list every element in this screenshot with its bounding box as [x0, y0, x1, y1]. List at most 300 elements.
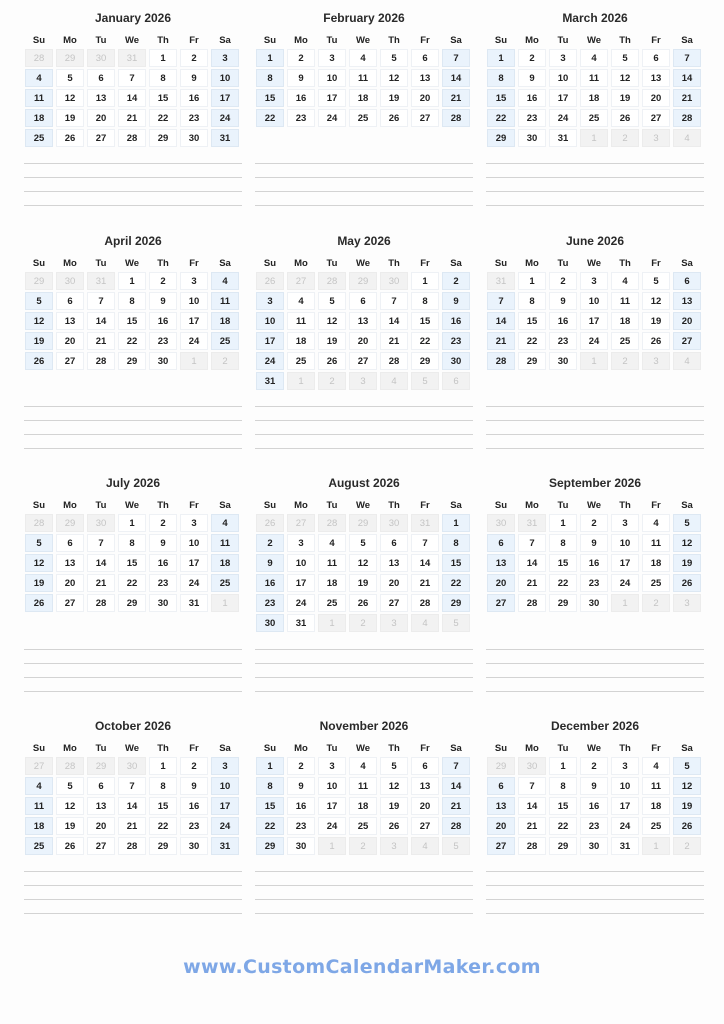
weekday-label: Fr — [420, 743, 430, 754]
weekday-label: Th — [157, 743, 169, 754]
month-title: August 2026 — [328, 476, 400, 490]
day-cell-other-month: 5 — [442, 837, 470, 855]
weekday-label: Su — [494, 258, 508, 269]
day-cell: 22 — [442, 574, 470, 592]
day-cell: 26 — [380, 109, 408, 127]
weekday-header — [486, 34, 704, 48]
day-cell: 8 — [118, 292, 146, 310]
weekday-label: Sa — [219, 258, 231, 269]
day-cell: 29 — [256, 837, 284, 855]
weekday-label: Tu — [557, 500, 569, 511]
day-cell: 1 — [118, 514, 146, 532]
month-title: March 2026 — [562, 11, 628, 25]
day-cell: 26 — [56, 129, 84, 147]
note-line — [255, 649, 473, 650]
day-cell: 15 — [411, 312, 439, 330]
day-cell: 20 — [411, 797, 439, 815]
day-cell: 4 — [211, 514, 239, 532]
note-line — [24, 434, 242, 435]
day-cell-other-month: 29 — [56, 49, 84, 67]
day-cell: 12 — [642, 292, 670, 310]
note-line — [24, 191, 242, 192]
day-cell-other-month: 2 — [211, 352, 239, 370]
day-cell: 28 — [487, 352, 515, 370]
day-cell: 1 — [411, 272, 439, 290]
day-cell: 19 — [380, 89, 408, 107]
weekday-label: Mo — [63, 743, 77, 754]
month-title: January 2026 — [94, 11, 172, 25]
day-cell-other-month: 28 — [318, 272, 346, 290]
weekday-label: Su — [32, 258, 46, 269]
day-cell: 1 — [118, 272, 146, 290]
day-cell: 23 — [580, 574, 608, 592]
day-cell: 3 — [180, 514, 208, 532]
weekday-header — [24, 34, 242, 48]
weekday-label: Th — [388, 500, 400, 511]
day-cell: 24 — [611, 574, 639, 592]
day-cell-other-month: 30 — [87, 514, 115, 532]
day-cell: 17 — [318, 89, 346, 107]
day-cell: 26 — [349, 594, 377, 612]
day-cell: 14 — [442, 69, 470, 87]
day-cell: 30 — [518, 129, 546, 147]
weekday-label: Fr — [420, 35, 430, 46]
day-cell: 6 — [87, 69, 115, 87]
day-cell: 29 — [487, 129, 515, 147]
day-cell: 10 — [211, 777, 239, 795]
day-cell: 17 — [580, 312, 608, 330]
weekday-label: Th — [157, 35, 169, 46]
weekday-label: Mo — [525, 35, 539, 46]
note-line — [255, 406, 473, 407]
day-cell: 31 — [549, 129, 577, 147]
day-cell: 20 — [56, 574, 84, 592]
weekday-label: Tu — [326, 258, 338, 269]
day-cell: 18 — [211, 554, 239, 572]
note-line — [24, 913, 242, 914]
day-cell: 11 — [642, 534, 670, 552]
weekday-label: Sa — [219, 743, 231, 754]
note-line — [255, 677, 473, 678]
day-cell: 3 — [180, 272, 208, 290]
day-cell-other-month: 2 — [349, 837, 377, 855]
weekday-label: Sa — [681, 258, 693, 269]
day-cell: 11 — [349, 69, 377, 87]
weekday-label: Tu — [95, 500, 107, 511]
day-cell: 3 — [318, 757, 346, 775]
day-cell: 8 — [149, 777, 177, 795]
day-cell: 21 — [442, 797, 470, 815]
day-cell: 21 — [518, 817, 546, 835]
day-cell: 1 — [442, 514, 470, 532]
day-cell: 12 — [56, 89, 84, 107]
note-line — [486, 205, 704, 206]
day-cell: 13 — [56, 554, 84, 572]
day-cell: 31 — [180, 594, 208, 612]
day-cell-other-month: 27 — [287, 272, 315, 290]
day-cell: 15 — [256, 797, 284, 815]
day-cell: 30 — [149, 352, 177, 370]
day-cell-other-month: 26 — [256, 514, 284, 532]
day-cell: 15 — [149, 89, 177, 107]
note-line — [24, 885, 242, 886]
day-cell: 5 — [25, 292, 53, 310]
day-cell: 2 — [149, 514, 177, 532]
day-cell: 28 — [518, 837, 546, 855]
day-cell-other-month: 31 — [487, 272, 515, 290]
day-cell: 24 — [287, 594, 315, 612]
day-cell: 25 — [642, 574, 670, 592]
weekday-label: Sa — [219, 500, 231, 511]
day-cell: 16 — [287, 797, 315, 815]
day-cell: 18 — [318, 574, 346, 592]
day-cell: 8 — [549, 534, 577, 552]
day-cell: 5 — [25, 534, 53, 552]
day-cell: 17 — [256, 332, 284, 350]
weekday-label: Fr — [189, 258, 199, 269]
day-cell-other-month: 29 — [87, 757, 115, 775]
day-cell-other-month: 28 — [25, 514, 53, 532]
day-cell: 30 — [442, 352, 470, 370]
day-cell-other-month: 3 — [380, 614, 408, 632]
day-cell: 2 — [287, 757, 315, 775]
weekday-label: Su — [32, 743, 46, 754]
day-cell-other-month: 29 — [487, 757, 515, 775]
day-cell: 19 — [380, 797, 408, 815]
footer-website-link[interactable]: www.CustomCalendarMaker.com — [183, 956, 541, 978]
day-cell: 20 — [487, 817, 515, 835]
day-cell: 15 — [549, 797, 577, 815]
day-cell: 26 — [318, 352, 346, 370]
day-cell-other-month: 30 — [87, 49, 115, 67]
day-cell: 16 — [549, 312, 577, 330]
day-cell: 31 — [211, 129, 239, 147]
day-cell: 17 — [611, 554, 639, 572]
day-cell-other-month: 2 — [642, 594, 670, 612]
day-cell: 24 — [211, 817, 239, 835]
day-cell: 6 — [380, 534, 408, 552]
day-cell: 6 — [642, 49, 670, 67]
day-cell: 9 — [180, 777, 208, 795]
note-line — [24, 663, 242, 664]
weekday-label: Sa — [450, 258, 462, 269]
day-cell: 15 — [487, 89, 515, 107]
day-cell: 29 — [442, 594, 470, 612]
weekday-label: Tu — [557, 258, 569, 269]
day-cell: 25 — [287, 352, 315, 370]
day-cell-other-month: 29 — [349, 272, 377, 290]
day-cell: 6 — [56, 292, 84, 310]
day-cell: 13 — [487, 797, 515, 815]
day-cell: 28 — [518, 594, 546, 612]
day-cell: 31 — [611, 837, 639, 855]
day-cell: 5 — [380, 757, 408, 775]
day-cell-other-month: 4 — [411, 614, 439, 632]
note-line — [486, 649, 704, 650]
note-line — [255, 691, 473, 692]
weekday-label: Su — [494, 35, 508, 46]
note-line — [24, 677, 242, 678]
weekday-label: Fr — [651, 35, 661, 46]
day-cell: 19 — [642, 312, 670, 330]
day-cell: 9 — [442, 292, 470, 310]
day-cell: 8 — [487, 69, 515, 87]
weekday-label: Tu — [557, 743, 569, 754]
weekday-label: Su — [263, 258, 277, 269]
day-cell: 8 — [442, 534, 470, 552]
day-cell: 14 — [118, 89, 146, 107]
day-cell: 31 — [211, 837, 239, 855]
day-cell: 21 — [673, 89, 701, 107]
day-cell: 14 — [442, 777, 470, 795]
day-cell: 15 — [149, 797, 177, 815]
day-cell: 16 — [149, 554, 177, 572]
day-cell: 26 — [25, 352, 53, 370]
day-cell: 27 — [87, 837, 115, 855]
weekday-label: Fr — [189, 500, 199, 511]
day-cell: 16 — [149, 312, 177, 330]
day-cell: 10 — [580, 292, 608, 310]
weekday-label: Th — [388, 35, 400, 46]
note-line — [24, 163, 242, 164]
day-cell: 8 — [256, 777, 284, 795]
day-cell: 22 — [149, 109, 177, 127]
day-cell: 11 — [287, 312, 315, 330]
day-cell-other-month: 28 — [318, 514, 346, 532]
day-cell: 29 — [518, 352, 546, 370]
day-cell: 13 — [411, 777, 439, 795]
day-cell: 18 — [611, 312, 639, 330]
month-title: October 2026 — [94, 719, 172, 733]
day-cell: 11 — [318, 554, 346, 572]
day-cell: 27 — [56, 352, 84, 370]
day-cell: 23 — [549, 332, 577, 350]
day-cell: 11 — [642, 777, 670, 795]
weekday-label: Tu — [557, 35, 569, 46]
weekday-label: Tu — [95, 258, 107, 269]
day-cell-other-month: 4 — [673, 129, 701, 147]
day-cell: 7 — [411, 534, 439, 552]
day-cell-other-month: 1 — [318, 837, 346, 855]
day-cell: 23 — [149, 574, 177, 592]
day-cell: 10 — [549, 69, 577, 87]
day-cell: 19 — [318, 332, 346, 350]
day-cell: 7 — [87, 534, 115, 552]
weekday-label: Mo — [294, 35, 308, 46]
month-title: July 2026 — [105, 476, 161, 490]
day-cell: 19 — [56, 817, 84, 835]
weekday-label: Su — [32, 500, 46, 511]
day-cell: 20 — [411, 89, 439, 107]
day-cell: 29 — [549, 837, 577, 855]
day-cell: 8 — [149, 69, 177, 87]
day-cell: 6 — [56, 534, 84, 552]
weekday-header — [24, 499, 242, 513]
day-cell: 14 — [411, 554, 439, 572]
day-cell: 20 — [487, 574, 515, 592]
weekday-label: Su — [263, 743, 277, 754]
day-cell: 18 — [211, 312, 239, 330]
note-line — [255, 163, 473, 164]
day-cell: 29 — [411, 352, 439, 370]
day-cell: 25 — [211, 574, 239, 592]
day-cell: 10 — [611, 777, 639, 795]
note-line — [255, 871, 473, 872]
day-cell: 30 — [180, 837, 208, 855]
weekday-label: Tu — [95, 743, 107, 754]
day-cell: 1 — [487, 49, 515, 67]
day-cell: 4 — [211, 272, 239, 290]
day-cell: 5 — [318, 292, 346, 310]
day-cell: 5 — [56, 69, 84, 87]
day-cell: 10 — [287, 554, 315, 572]
weekday-label: Fr — [420, 500, 430, 511]
day-cell: 1 — [549, 757, 577, 775]
day-cell: 5 — [673, 514, 701, 532]
day-cell: 1 — [518, 272, 546, 290]
day-cell: 22 — [518, 332, 546, 350]
day-cell: 17 — [287, 574, 315, 592]
day-cell: 22 — [411, 332, 439, 350]
day-cell: 3 — [611, 514, 639, 532]
day-cell: 7 — [442, 757, 470, 775]
day-cell: 9 — [149, 292, 177, 310]
note-line — [255, 663, 473, 664]
day-cell: 9 — [287, 777, 315, 795]
day-cell-other-month: 1 — [180, 352, 208, 370]
note-line — [255, 885, 473, 886]
month-title: September 2026 — [548, 476, 642, 490]
day-cell: 17 — [549, 89, 577, 107]
day-cell: 2 — [580, 514, 608, 532]
day-cell: 2 — [518, 49, 546, 67]
day-cell: 13 — [87, 797, 115, 815]
day-cell: 1 — [149, 49, 177, 67]
weekday-label: Sa — [681, 500, 693, 511]
day-cell: 4 — [349, 757, 377, 775]
day-cell: 15 — [118, 554, 146, 572]
day-cell: 22 — [487, 109, 515, 127]
day-cell: 17 — [211, 89, 239, 107]
note-line — [24, 871, 242, 872]
day-cell: 15 — [442, 554, 470, 572]
day-cell: 30 — [256, 614, 284, 632]
day-cell: 7 — [118, 69, 146, 87]
day-cell: 2 — [256, 534, 284, 552]
day-cell: 2 — [549, 272, 577, 290]
note-line — [24, 899, 242, 900]
day-cell-other-month: 30 — [380, 514, 408, 532]
day-cell: 12 — [380, 69, 408, 87]
day-cell: 2 — [180, 49, 208, 67]
day-cell: 16 — [256, 574, 284, 592]
day-cell: 19 — [673, 554, 701, 572]
day-cell: 23 — [287, 109, 315, 127]
month-title: April 2026 — [104, 234, 162, 248]
weekday-label: We — [355, 500, 371, 511]
weekday-label: We — [586, 500, 602, 511]
weekday-header — [255, 742, 473, 756]
day-cell-other-month: 4 — [380, 372, 408, 390]
day-cell: 26 — [642, 332, 670, 350]
day-cell-other-month: 29 — [349, 514, 377, 532]
day-cell: 4 — [642, 757, 670, 775]
day-cell: 30 — [580, 837, 608, 855]
day-cell-other-month: 2 — [611, 129, 639, 147]
day-cell: 25 — [318, 594, 346, 612]
day-cell: 9 — [180, 69, 208, 87]
day-cell: 11 — [611, 292, 639, 310]
day-cell-other-month: 1 — [318, 614, 346, 632]
day-cell: 30 — [149, 594, 177, 612]
day-cell: 2 — [180, 757, 208, 775]
day-cell: 17 — [180, 554, 208, 572]
weekday-header — [24, 742, 242, 756]
day-cell-other-month: 31 — [118, 49, 146, 67]
weekday-label: Fr — [651, 500, 661, 511]
day-cell: 24 — [256, 352, 284, 370]
day-cell: 16 — [442, 312, 470, 330]
weekday-label: Fr — [189, 743, 199, 754]
day-cell: 1 — [256, 757, 284, 775]
day-cell: 14 — [487, 312, 515, 330]
day-cell: 3 — [318, 49, 346, 67]
weekday-label: Th — [388, 743, 400, 754]
day-cell: 9 — [580, 534, 608, 552]
day-cell: 5 — [380, 49, 408, 67]
day-cell: 4 — [25, 777, 53, 795]
day-cell: 29 — [149, 837, 177, 855]
day-cell: 17 — [211, 797, 239, 815]
day-cell: 19 — [611, 89, 639, 107]
day-cell: 3 — [211, 49, 239, 67]
day-cell: 23 — [442, 332, 470, 350]
day-cell-other-month: 26 — [256, 272, 284, 290]
day-cell: 6 — [411, 757, 439, 775]
day-cell: 4 — [287, 292, 315, 310]
day-cell-other-month: 31 — [518, 514, 546, 532]
day-cell: 21 — [118, 817, 146, 835]
day-cell: 28 — [411, 594, 439, 612]
weekday-label: We — [355, 258, 371, 269]
day-cell: 27 — [487, 837, 515, 855]
weekday-header — [486, 499, 704, 513]
day-cell: 19 — [673, 797, 701, 815]
weekday-label: Th — [619, 500, 631, 511]
day-cell-other-month: 31 — [411, 514, 439, 532]
day-cell: 25 — [211, 332, 239, 350]
note-line — [486, 691, 704, 692]
day-cell: 14 — [673, 69, 701, 87]
weekday-label: Mo — [525, 500, 539, 511]
weekday-label: We — [586, 743, 602, 754]
day-cell: 27 — [56, 594, 84, 612]
day-cell: 11 — [25, 89, 53, 107]
day-cell: 14 — [518, 797, 546, 815]
day-cell: 16 — [180, 89, 208, 107]
day-cell: 13 — [87, 89, 115, 107]
day-cell: 14 — [518, 554, 546, 572]
note-line — [24, 448, 242, 449]
day-cell: 17 — [611, 797, 639, 815]
note-line — [486, 885, 704, 886]
day-cell: 24 — [318, 109, 346, 127]
weekday-label: Fr — [651, 258, 661, 269]
day-cell: 6 — [487, 777, 515, 795]
weekday-label: We — [124, 35, 140, 46]
day-cell: 12 — [56, 797, 84, 815]
day-cell: 18 — [25, 817, 53, 835]
